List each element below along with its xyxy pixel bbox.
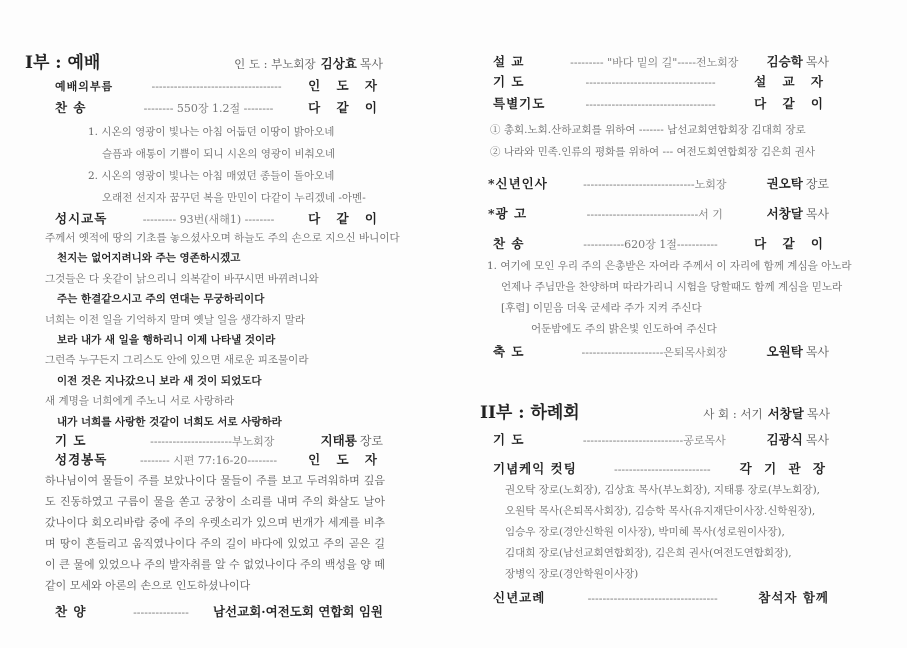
label: 찬 송 — [55, 100, 87, 115]
label: 예배의부름 — [55, 80, 114, 93]
person-name: 서창달 — [766, 206, 803, 221]
person-title: 장로 — [805, 177, 829, 191]
reading-line: 주께서 옛적에 땅의 기초를 놓으셨사오며 하늘도 주의 손으로 지으신 바니이다 — [45, 232, 400, 244]
item-responsive-reading — [55, 209, 383, 227]
leader: -------- 550장 1.2절 -------- — [143, 102, 274, 115]
person-name: 오원탁 — [766, 344, 803, 359]
item-anthem — [55, 602, 383, 620]
responsible: 설 교 자 — [754, 74, 829, 89]
leader: ----------------------------------- — [585, 98, 716, 111]
person-name: 지태룡 — [320, 433, 357, 448]
label: 기 도 — [493, 432, 525, 447]
label: 설 교 — [493, 54, 525, 69]
leader: ----------------------------------- — [587, 592, 718, 605]
leader: -------------------------- — [614, 463, 711, 476]
person-title: 목사 — [805, 207, 829, 221]
item-prayer — [493, 72, 829, 90]
person-title: 목사 — [805, 345, 829, 359]
label: 기 도 — [493, 74, 525, 89]
item-hymn — [55, 98, 383, 116]
item-new-year-greeting — [488, 174, 829, 192]
reading-line: 그런즉 누구든지 그리스도 안에 있으면 새로운 피조물이라 — [45, 354, 309, 367]
person-name: 김승학 — [766, 54, 803, 69]
part2-title: II부 : 하례회 — [480, 403, 580, 423]
leader: ----------------------부노회장 — [150, 435, 275, 448]
label: 기 도 — [55, 433, 87, 448]
responsible: 인 도 자 — [308, 78, 383, 93]
leader: --------------- — [133, 606, 189, 619]
item-announcements — [488, 204, 829, 222]
person-title: 장로 — [359, 434, 383, 448]
responsible: 인 도 자 — [308, 452, 383, 467]
reading-line: 이전 것은 지나갔으니 보라 새 것이 되었도다 — [57, 374, 262, 387]
reading-line: 새 계명을 너희에게 주노니 서로 사랑하라 — [45, 395, 235, 408]
leader-name: 김상효 — [320, 56, 357, 71]
label: 신년교례 — [493, 590, 546, 605]
label: 찬 양 — [55, 604, 87, 619]
reading-line: 천지는 없어지려니와 주는 영존하시겠고 — [57, 252, 241, 265]
item-special-prayer — [493, 94, 829, 112]
cake-participants — [493, 480, 829, 585]
hymn-line: 1. 여기에 모인 우리 주의 은총받은 자여라 주께서 이 자리에 함께 계심을 아노라 — [487, 260, 852, 272]
leader-title: 목사 — [359, 57, 383, 71]
host-name: 서창달 — [767, 406, 804, 421]
responsible: 다 같 이 — [308, 100, 383, 115]
leader: --------- 93번(새해1) -------- — [142, 213, 275, 226]
item-benediction — [493, 342, 829, 360]
leader: ---------------------------공로목사 — [582, 434, 726, 447]
label: *신년인사 — [488, 176, 548, 191]
participant-line: 임승우 장로(경안신학원 이사장), 박미혜 목사(성로원이사장), — [505, 526, 785, 538]
leader: ----------------------------------- — [585, 76, 716, 89]
host-role: 사 회 : 서기 — [703, 407, 763, 421]
participant-line: 권오탁 장로(노회장), 김상효 목사(부노회장), 지태룡 장로(부노회장), — [505, 484, 820, 496]
leader: -----------620장 1절----------- — [583, 238, 718, 251]
part2-header — [480, 398, 830, 423]
hymn-line: 어둔밤에도 주의 밝은빛 인도하여 주신다 — [531, 323, 717, 335]
responsible: 참석자 함께 — [758, 590, 829, 605]
item-new-year-fellowship — [493, 588, 829, 606]
item-call-to-worship — [55, 76, 383, 94]
leader-role: 인 도 : 부노회장 — [234, 57, 316, 71]
leader: ----------------------은퇴목사회장 — [581, 346, 728, 359]
cake-block — [493, 480, 829, 606]
hymn-line: 언제나 주님만을 찬양하며 따라가리니 시험을 당할때도 함께 계심을 믿노라 — [501, 281, 843, 293]
part1-title: I부 : 예배 — [25, 53, 101, 73]
label: 축 도 — [493, 344, 525, 359]
participant-line: 김대희 장로(남선교회연합회장), 김은희 권사(여전도연합회장), — [505, 547, 792, 559]
part1-header — [25, 48, 383, 73]
person-title: 목사 — [805, 55, 829, 69]
item-cake-cutting — [493, 459, 829, 477]
reading-line: 주는 한결같으시고 주의 연대는 무궁하리이다 — [57, 293, 265, 306]
label: 기념케익 컷팅 — [493, 461, 577, 476]
participant-line: 장병익 장로(경안학원이사장) — [505, 568, 639, 580]
special-prayer-line: ② 나라와 민족.인류의 평화를 위하여 --- 여전도회연합회장 김은희 권사 — [490, 146, 816, 158]
special-prayer-line: ① 총회.노회.산하교회를 위하여 ------- 남선교회연합회장 김대희 장로 — [490, 124, 806, 136]
responsible: 다 같 이 — [308, 211, 383, 226]
label: 찬 송 — [493, 236, 525, 251]
responsible: 다 같 이 — [754, 96, 829, 111]
item-prayer — [55, 431, 383, 449]
hymn-line: [후렴] 이믿음 더욱 굳세라 주가 지켜 주신다 — [501, 302, 702, 314]
hymn-line: 1. 시온의 영광이 빛나는 아침 어둡던 이땅이 밝아오네 — [88, 126, 335, 138]
leader: --------- "바다 밑의 길"-----전노회장 — [570, 56, 739, 69]
person-title: 목사 — [805, 433, 829, 447]
hymn-line: 2. 시온의 영광이 빛나는 아침 매였던 종들이 돌아오네 — [88, 170, 335, 182]
responsible: 남선교회·여전도회 연합회 임원 — [212, 604, 383, 619]
item-prayer — [493, 430, 829, 448]
leader: ----------------------------------- — [151, 80, 282, 93]
participant-line: 오원탁 목사(은퇴목사회장), 김승학 목사(유지재단이사장.신학원장), — [505, 505, 816, 517]
scripture-block — [45, 470, 385, 620]
leader: -------- 시편 77:16-20-------- — [139, 454, 278, 467]
hymn-line: 오래전 선지자 꿈꾸던 복을 만민이 다같이 누리겠네 -아멘- — [102, 192, 366, 204]
item-hymn — [493, 234, 829, 252]
responsible: 다 같 이 — [754, 236, 829, 251]
label: 성경봉독 — [55, 452, 108, 467]
reading-line: 그것들은 다 옷같이 낡으리니 의복같이 바꾸시면 바뀌려니와 — [45, 272, 319, 285]
reading-line: 내가 너희를 사랑한 것같이 너희도 서로 사랑하라 — [57, 415, 282, 428]
label: 성시교독 — [55, 211, 108, 226]
reading-line: 보라 내가 새 일을 행하리니 이제 나타낼 것이라 — [57, 334, 276, 346]
host-title: 목사 — [806, 407, 830, 421]
label: 특별기도 — [493, 96, 546, 111]
leader: ------------------------------노회장 — [583, 178, 727, 191]
leader: ------------------------------서 기 — [586, 208, 723, 221]
label: *광 고 — [488, 206, 528, 221]
person-name: 김광식 — [766, 432, 803, 447]
item-scripture — [55, 450, 383, 468]
person-name: 권오탁 — [766, 176, 803, 191]
responsible: 각 기 관 장 — [739, 461, 829, 476]
reading-line: 너희는 이전 일을 기억하지 말며 옛날 일을 생각하지 말라 — [45, 313, 305, 326]
hymn-line: 슬픔과 애통이 기쁨이 되니 시온의 영광이 비춰오네 — [102, 148, 336, 160]
scripture-text: 하나님이여 물들이 주를 보았나이다 물들이 주를 보고 두려워하며 깊음도 진동하였고 구름이 물을 쏟고 궁창이 소리를 내며 주의 화살도 날아갔나이다 회오리바람 중에 주의 우렛소리가 있으며 번개가 세계를 비추며 땅이 흔들리고 움직였나이다 주의 길이 바다에 있었고 주의 곧은 길이 큰 물에 있었으나 주의 발자취를 알 수 없었나이다 주의 백성을 양 떼 같이 모세와 아론의 손으로 인도하셨나이다 — [45, 474, 385, 592]
item-sermon — [493, 52, 829, 70]
